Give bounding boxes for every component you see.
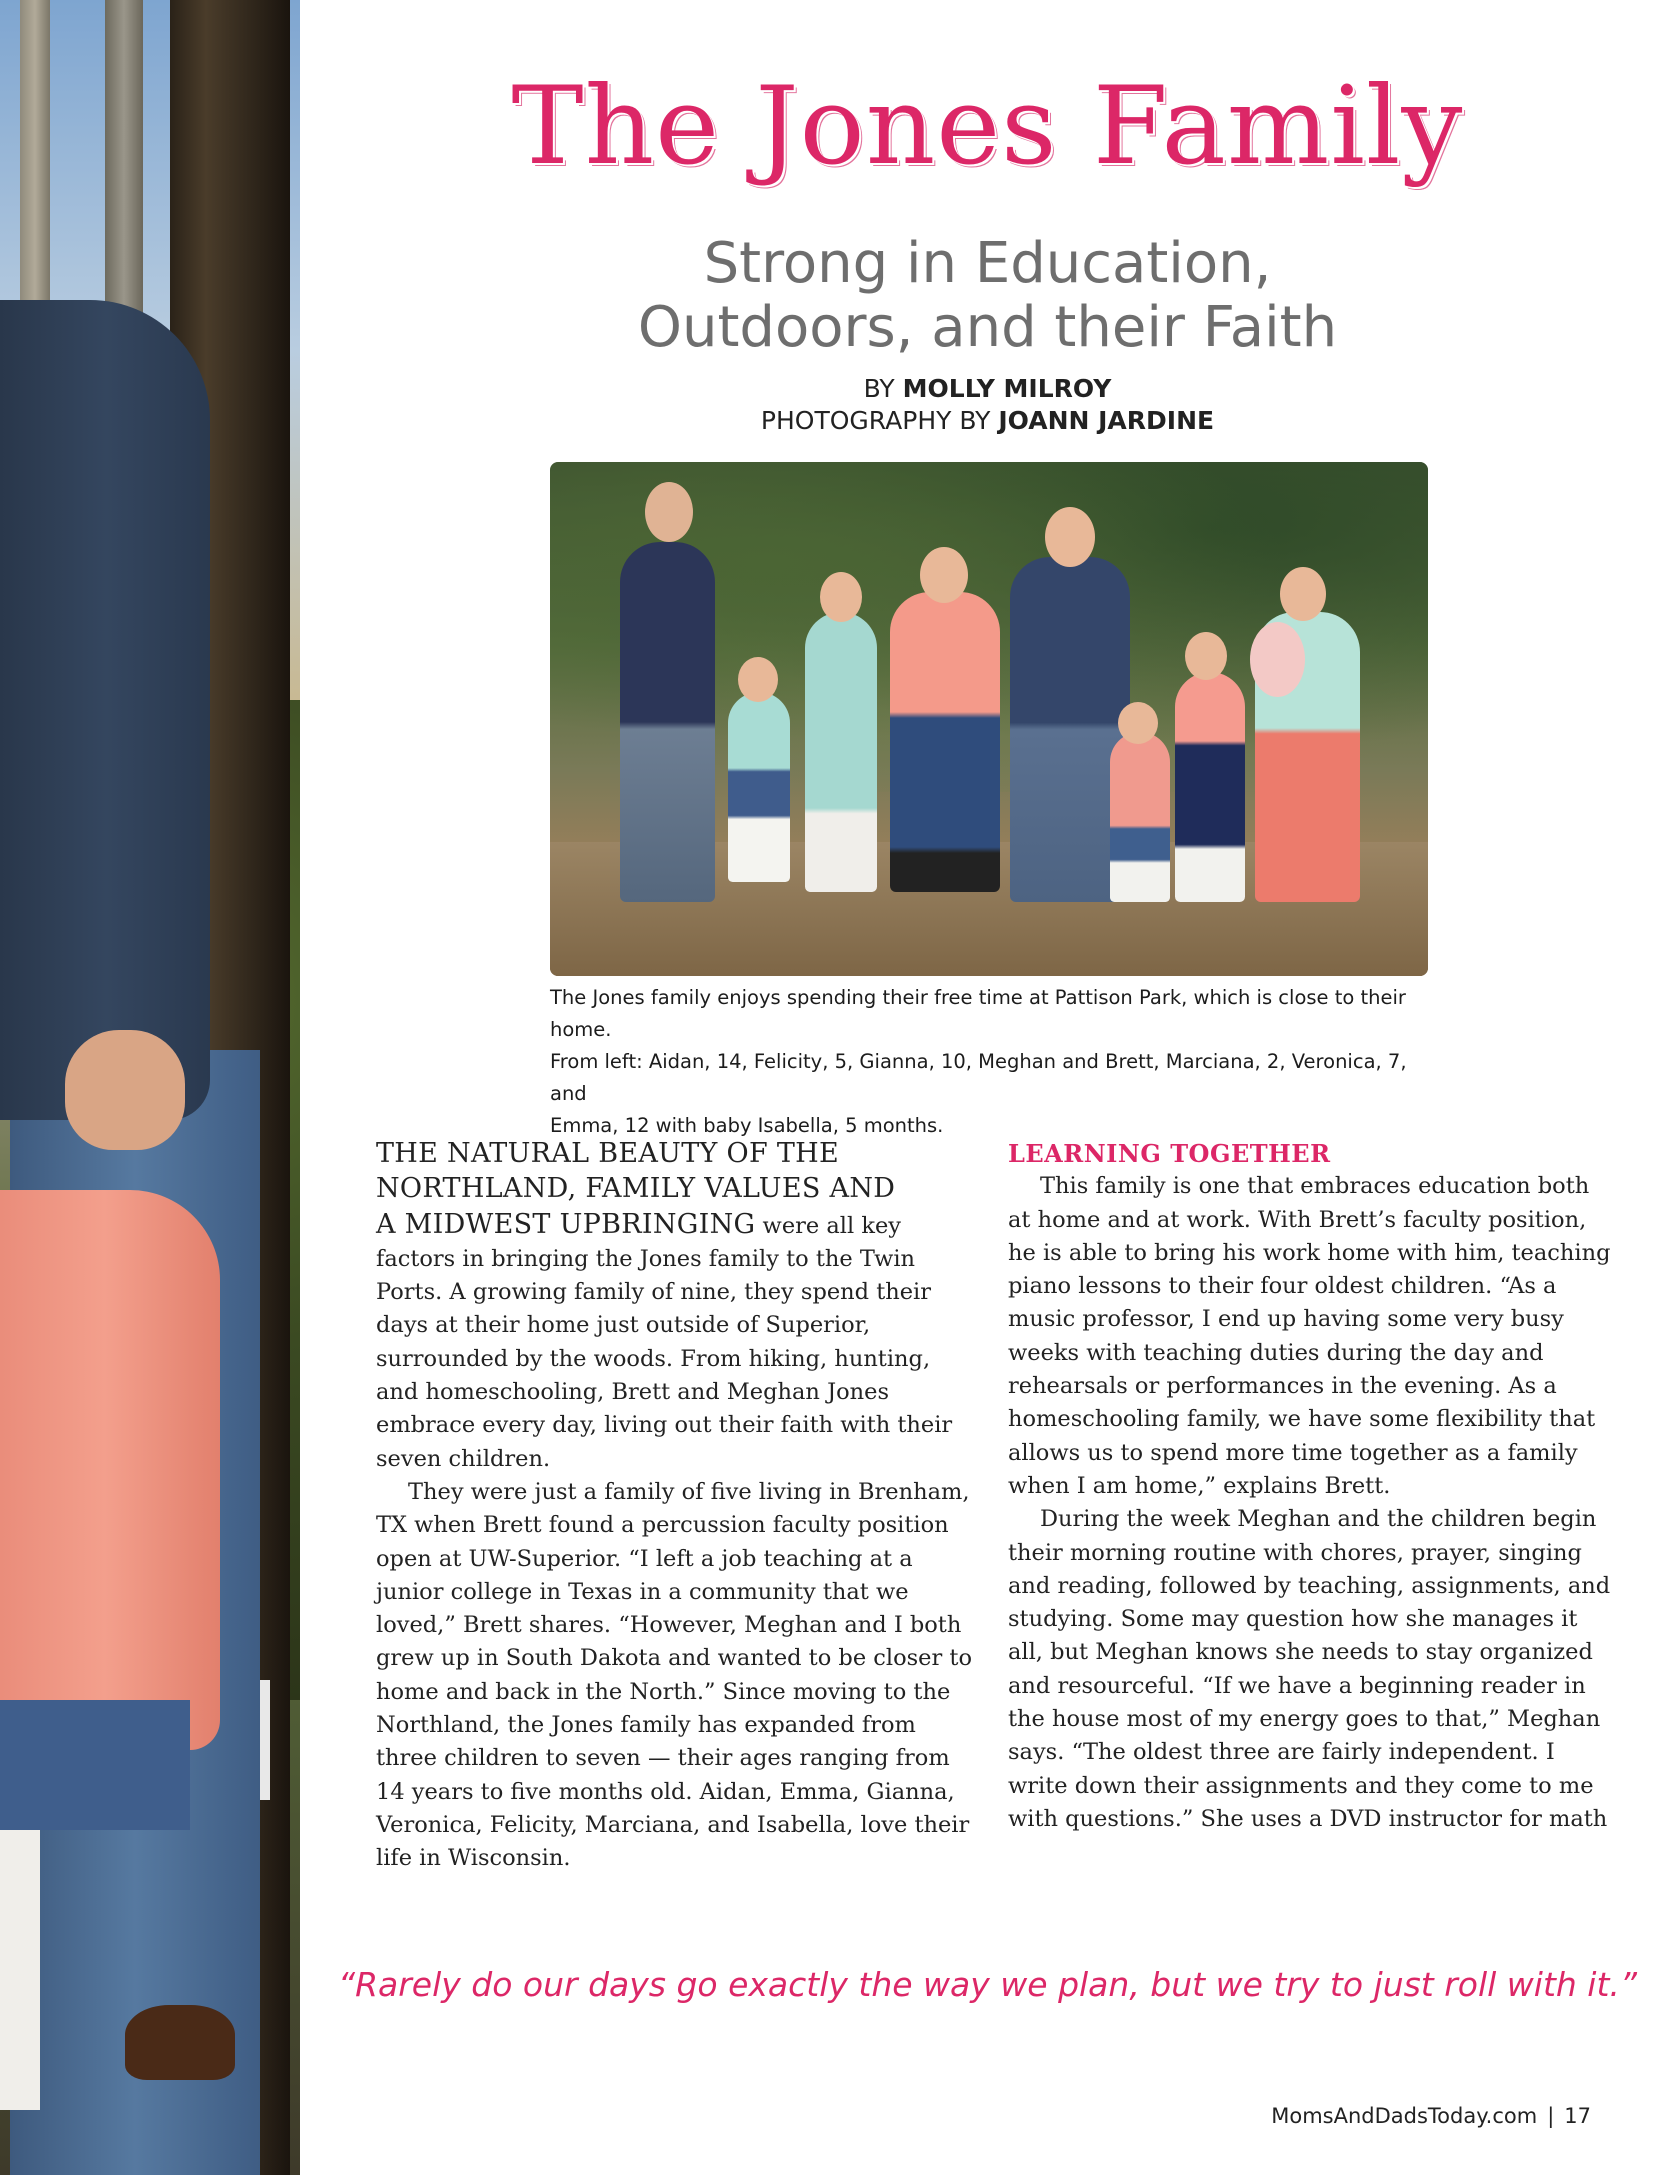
- website-label: MomsAndDadsToday.com: [1271, 2104, 1538, 2128]
- article-subtitle: [300, 232, 1675, 360]
- paragraph: During the week Meghan and the children begin their morning routine with chores, prayer, singing and reading, followed by teaching, assignments, and studying. Some may question how she manages it all, but Meghan knows she needs to stay organized and resourceful. “If we have a beginning reader in the house most of my energy goes to that,” Meghan says. “The oldest three are fairly independent. I write down their assignments and they come to me with questions.” She uses a DVD instructor for math: [1008, 1506, 1611, 1832]
- photo-caption: [550, 982, 1430, 1142]
- intro-paragraph: [376, 1137, 976, 1476]
- author-name: MOLLY MILROY: [902, 374, 1112, 403]
- photo-byline-prefix: PHOTOGRAPHY BY: [760, 406, 999, 435]
- photographer-byline: [300, 406, 1675, 435]
- lead-in-line-3: A MIDWEST UPBRINGING: [376, 1208, 756, 1240]
- section-heading: LEARNING TOGETHER: [1008, 1139, 1331, 1168]
- caption-line-1: The Jones family enjoys spending their free time at Pattison Park, which is close to their home.: [550, 986, 1406, 1041]
- family-photo: [550, 462, 1428, 976]
- paragraph: This family is one that embraces education both at home and at work. With Brett’s faculty position, he is able to bring his work home with him, teaching piano lessons to their four oldest children. “As a music professor, I end up having some very busy weeks with teaching duties during the day and rehearsals or performances in the evening. As a homeschooling family, we have some flexibility that allows us to spend more time together as a family when I am home,” explains Brett.: [1008, 1173, 1611, 1499]
- photographer-name: JOANN JARDINE: [998, 406, 1215, 435]
- caption-line-2: From left: Aidan, 14, Felicity, 5, Gianna, 10, Meghan and Brett, Marciana, 2, Veronica, 7, and: [550, 1050, 1407, 1105]
- article-column-1: [376, 1137, 976, 1876]
- page-footer: [1271, 2104, 1591, 2128]
- author-byline: [300, 374, 1675, 403]
- caption-line-3: Emma, 12 with baby Isabella, 5 months.: [550, 1114, 944, 1137]
- byline-prefix: BY: [863, 374, 903, 403]
- article-column-2: [1008, 1137, 1618, 1836]
- subtitle-line-1: Strong in Education,: [703, 231, 1272, 296]
- lead-in-line-1: THE NATURAL BEAUTY OF THE: [376, 1138, 840, 1169]
- page-number: 17: [1564, 2104, 1591, 2128]
- lead-in-line-2: NORTHLAND, FAMILY VALUES AND: [376, 1173, 896, 1205]
- side-photo-family-detail: [0, 0, 300, 2175]
- pull-quote: “Rarely do our days go exactly the way we plan, but we try to just roll with it.”: [337, 1965, 1638, 2004]
- article-title: The Jones Family: [511, 64, 1464, 189]
- intro-body: were all key factors in bringing the Jones family to the Twin Ports. A growing family of nine, they spend their days at their home just outside of Superior, surrounded by the woods. From hiking, hunting, and homeschooling, Brett and Meghan Jones embrace every day, living out their faith with their seven children.: [376, 1212, 953, 1472]
- paragraph: They were just a family of five living in Brenham, TX when Brett found a percussion faculty position open at UW-Superior. “I left a job teaching at a junior college in Texas in a community that we loved,” Brett shares. “However, Meghan and I both grew up in South Dakota and wanted to be closer to home and back in the North.” Since moving to the Northland, the Jones family has expanded from three children to seven — their ages ranging from 14 years to five months old. Aidan, Emma, Gianna, Veronica, Felicity, Marciana, and Isabella, love their life in Wisconsin.: [376, 1478, 972, 1872]
- subtitle-line-2: Outdoors, and their Faith: [637, 295, 1338, 360]
- footer-separator: |: [1547, 2104, 1555, 2128]
